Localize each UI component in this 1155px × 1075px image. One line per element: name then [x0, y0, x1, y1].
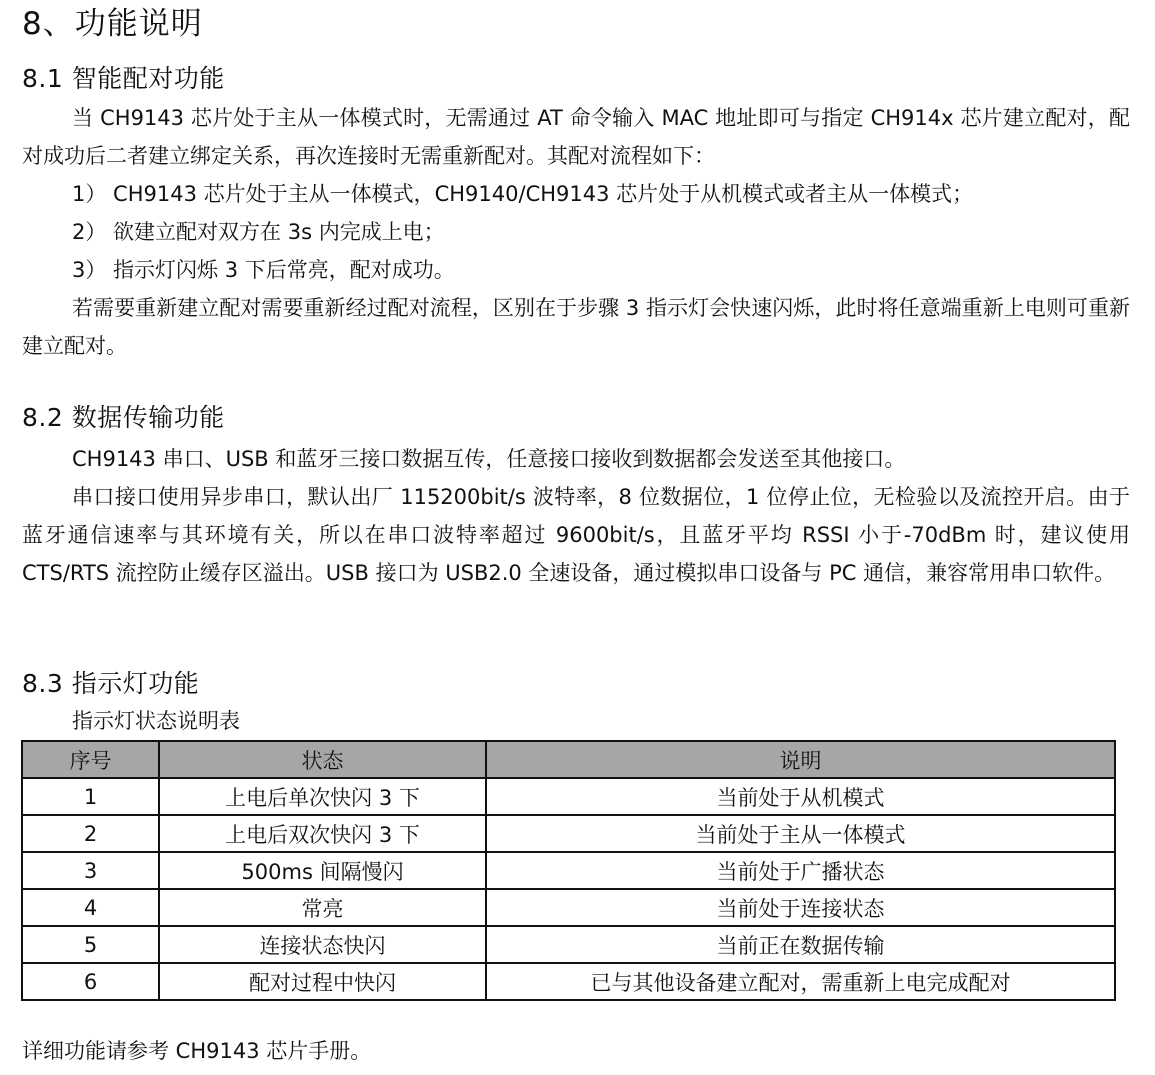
- row-state: 500ms 间隔慢闪: [159, 852, 486, 889]
- table-row: [22, 926, 1115, 963]
- row-state: 常亮: [159, 889, 486, 926]
- row-state: 连接状态快闪: [159, 926, 486, 963]
- row-number: 3: [22, 852, 159, 889]
- row-description: 当前处于广播状态: [486, 852, 1115, 889]
- row-number: 2: [22, 815, 159, 852]
- row-number: 5: [22, 926, 159, 963]
- row-description: 当前处于连接状态: [486, 889, 1115, 926]
- pairing-step: 3） 指示灯闪烁 3 下后常亮，配对成功。: [72, 258, 455, 282]
- table-row: [22, 778, 1115, 815]
- transfer-heading: 8.2 数据传输功能: [22, 403, 225, 432]
- table-row: [22, 963, 1115, 1000]
- row-state: 上电后双次快闪 3 下: [159, 815, 486, 852]
- table-row: [22, 889, 1115, 926]
- table-row: [22, 852, 1115, 889]
- transfer-para-2: 串口接口使用异步串口，默认出厂 115200bit/s 波特率，8 位数据位，1 位停止位，无检验以及流控开启。由于蓝牙通信速率与其环境有关，所以在串口波特率超过 9600bit/s，且蓝牙平均 RSSI 小于-70dBm 时，建议使用 CTS/RTS 流控防止缓存区溢出。USB 接口为 USB2.0 全速设备，通过模拟串口设备与 PC 通信，兼容常用串口软件。: [22, 485, 1130, 585]
- row-number: 6: [22, 963, 159, 1000]
- transfer-para-1: CH9143 串口、USB 和蓝牙三接口数据互传，任意接口接收到数据都会发送至其他接口。: [72, 447, 906, 471]
- pairing-step: 1） CH9143 芯片处于主从一体模式，CH9140/CH9143 芯片处于从机模式或者主从一体模式；: [72, 182, 974, 206]
- column-header-description: 说明: [486, 741, 1115, 778]
- pairing-step: 2） 欲建立配对双方在 3s 内完成上电；: [72, 220, 445, 244]
- row-state: 配对过程中快闪: [159, 963, 486, 1000]
- indicator-status-table: [21, 740, 1116, 1001]
- pairing-repair-note: 若需要重新建立配对需要重新经过配对流程，区别在于步骤 3 指示灯会快速闪烁，此时将任意端重新上电则可重新建立配对。: [22, 296, 1130, 358]
- row-description: 当前正在数据传输: [486, 926, 1115, 963]
- row-number: 1: [22, 778, 159, 815]
- row-description: 已与其他设备建立配对，需重新上电完成配对: [486, 963, 1115, 1000]
- table-row: [22, 815, 1115, 852]
- row-description: 当前处于主从一体模式: [486, 815, 1115, 852]
- pairing-intro: 当 CH9143 芯片处于主从一体模式时，无需通过 AT 命令输入 MAC 地址即可与指定 CH914x 芯片建立配对，配对成功后二者建立绑定关系，再次连接时无需重新配对。其配对流程如下：: [22, 106, 1130, 168]
- row-number: 4: [22, 889, 159, 926]
- footer-note: 详细功能请参考 CH9143 芯片手册。: [22, 1039, 372, 1063]
- row-description: 当前处于从机模式: [486, 778, 1115, 815]
- column-header-state: 状态: [159, 741, 486, 778]
- column-header-number: 序号: [22, 741, 159, 778]
- section-title: 8、功能说明: [22, 6, 203, 42]
- indicator-heading: 8.3 指示灯功能: [22, 669, 200, 698]
- pairing-heading: 8.1 智能配对功能: [22, 64, 225, 93]
- table-header-row: [22, 741, 1115, 778]
- table-caption: 指示灯状态说明表: [72, 709, 240, 733]
- row-state: 上电后单次快闪 3 下: [159, 778, 486, 815]
